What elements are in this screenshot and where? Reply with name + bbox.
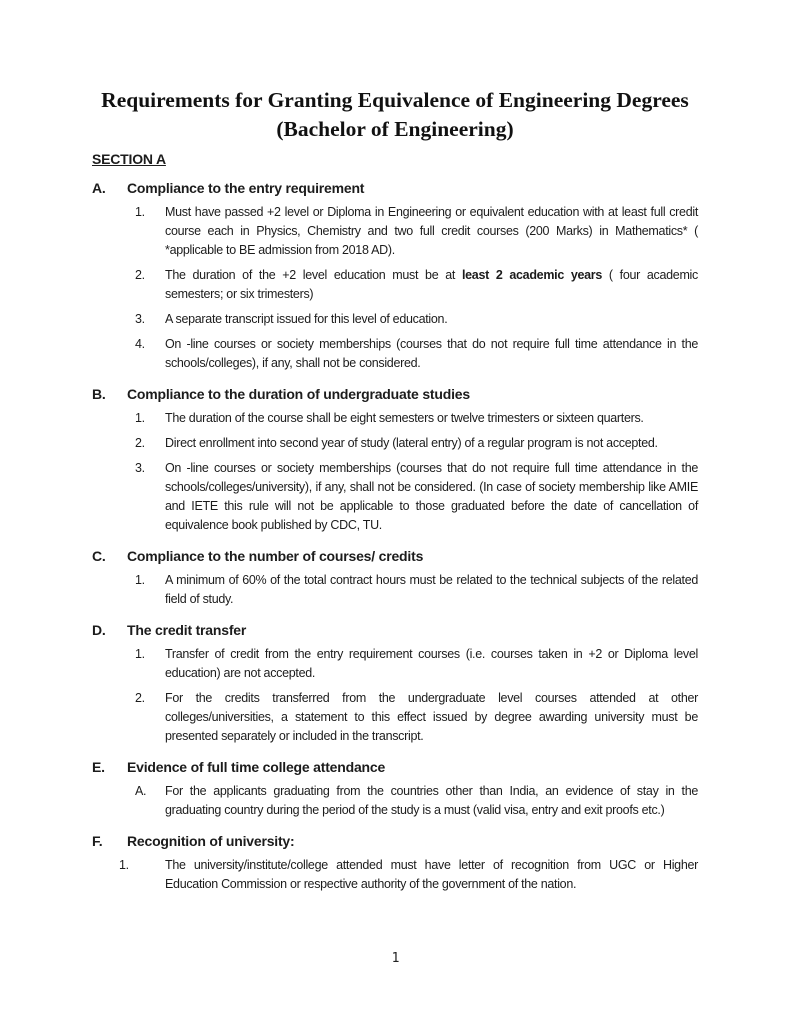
- item-text: A minimum of 60% of the total contract hours must be related to the technical subjects of the related field of study.: [165, 573, 698, 606]
- list-item: [92, 689, 698, 746]
- section-title: Compliance to the number of courses/ credits: [127, 548, 424, 564]
- section-e: [92, 759, 698, 820]
- list-item: [92, 409, 698, 428]
- section-heading: [92, 180, 698, 197]
- item-number: 1.: [135, 573, 145, 587]
- section-c: [92, 548, 698, 609]
- section-title: Compliance to the duration of undergraduate studies: [127, 386, 470, 402]
- page-number: 1: [391, 951, 400, 966]
- section-heading: [92, 833, 698, 850]
- section-letter: C.: [92, 548, 106, 564]
- list-item: [92, 310, 698, 329]
- list-item: [92, 782, 698, 820]
- item-text: On -line courses or society memberships (courses that do not require full time attendance in the schools/colleges), if any, shall not be considered.: [165, 337, 698, 370]
- item-text-post: ( four academic semesters; or six trimesters): [165, 268, 698, 301]
- section-heading: [92, 759, 698, 776]
- section-letter: B.: [92, 386, 106, 402]
- list-item: [92, 645, 698, 683]
- section-heading: [92, 622, 698, 639]
- list-item: [92, 266, 698, 304]
- item-text: Must have passed +2 level or Diploma in Engineering or equivalent education with at least full credit course each in Physics, Chemistry and two full credit courses (200 Marks) in Mathematics* ( *applicable to BE admission from 2018 AD).: [165, 205, 698, 257]
- section-a-label: SECTION A: [92, 151, 166, 167]
- item-text-bold: least 2 academic years: [461, 268, 603, 282]
- list-item: [92, 335, 698, 373]
- section-letter: A.: [92, 180, 106, 196]
- section-title: The credit transfer: [127, 622, 247, 638]
- section-letter: F.: [92, 833, 103, 849]
- item-text: A separate transcript issued for this level of education.: [165, 312, 448, 326]
- item-number: 1.: [135, 647, 145, 661]
- section-f: [92, 833, 698, 894]
- section-b: [92, 386, 698, 535]
- list-item: [92, 203, 698, 260]
- item-number: 2.: [135, 436, 145, 450]
- section-letter: E.: [92, 759, 105, 775]
- item-number: 1.: [119, 858, 129, 872]
- item-text: On -line courses or society memberships (courses that do not require full time attendance in the schools/colleges/university), if any, shall not be considered. (In case of society membership like AMIE and IETE this rule will not be applicable to those graduated before the date of cancellation of equivalence book published by CDC, TU.: [165, 461, 698, 532]
- section-d: [92, 622, 698, 746]
- document-title-line-2: (Bachelor of Engineering): [276, 117, 514, 141]
- section-letter: D.: [92, 622, 106, 638]
- item-text-pre: The duration of the +2 level education must be at: [165, 268, 462, 282]
- item-number: 2.: [135, 268, 145, 282]
- item-text: For the applicants graduating from the countries other than India, an evidence of stay in the graduating country during the period of the study is a must (valid visa, entry and exit proofs etc.): [165, 784, 698, 817]
- item-text: [165, 266, 698, 304]
- item-number: 3.: [135, 312, 145, 326]
- list-item: [92, 434, 698, 453]
- document-title: [92, 86, 698, 144]
- item-text: The university/institute/college attended must have letter of recognition from UGC or Higher Education Commission or respective authority of the government of the nation.: [165, 858, 698, 891]
- item-number: A.: [135, 784, 147, 798]
- item-text: For the credits transferred from the undergraduate level courses attended at other colleges/universities, a statement to this effect issued by degree awarding university must be presented separately or included in the transcript.: [165, 691, 698, 743]
- document-title-line-1: Requirements for Granting Equivalence of Engineering Degrees: [101, 88, 689, 112]
- item-text: The duration of the course shall be eight semesters or twelve trimesters or sixteen quarters.: [165, 411, 644, 425]
- section-heading: [92, 386, 698, 403]
- item-number: 3.: [135, 461, 145, 475]
- item-number: 1.: [135, 411, 145, 425]
- list-item: [92, 571, 698, 609]
- section-title: Evidence of full time college attendance: [127, 759, 386, 775]
- section-a: [92, 180, 698, 373]
- list-item: [92, 856, 698, 894]
- item-text: Transfer of credit from the entry requirement courses (i.e. courses taken in +2 or Diploma level education) are not accepted.: [165, 647, 698, 680]
- item-text: Direct enrollment into second year of study (lateral entry) of a regular program is not accepted.: [165, 436, 658, 450]
- section-title: Compliance to the entry requirement: [127, 180, 365, 196]
- list-item: [92, 459, 698, 535]
- section-title: Recognition of university:: [127, 833, 295, 849]
- item-number: 1.: [135, 205, 145, 219]
- section-heading: [92, 548, 698, 565]
- item-number: 4.: [135, 337, 145, 351]
- item-number: 2.: [135, 691, 145, 705]
